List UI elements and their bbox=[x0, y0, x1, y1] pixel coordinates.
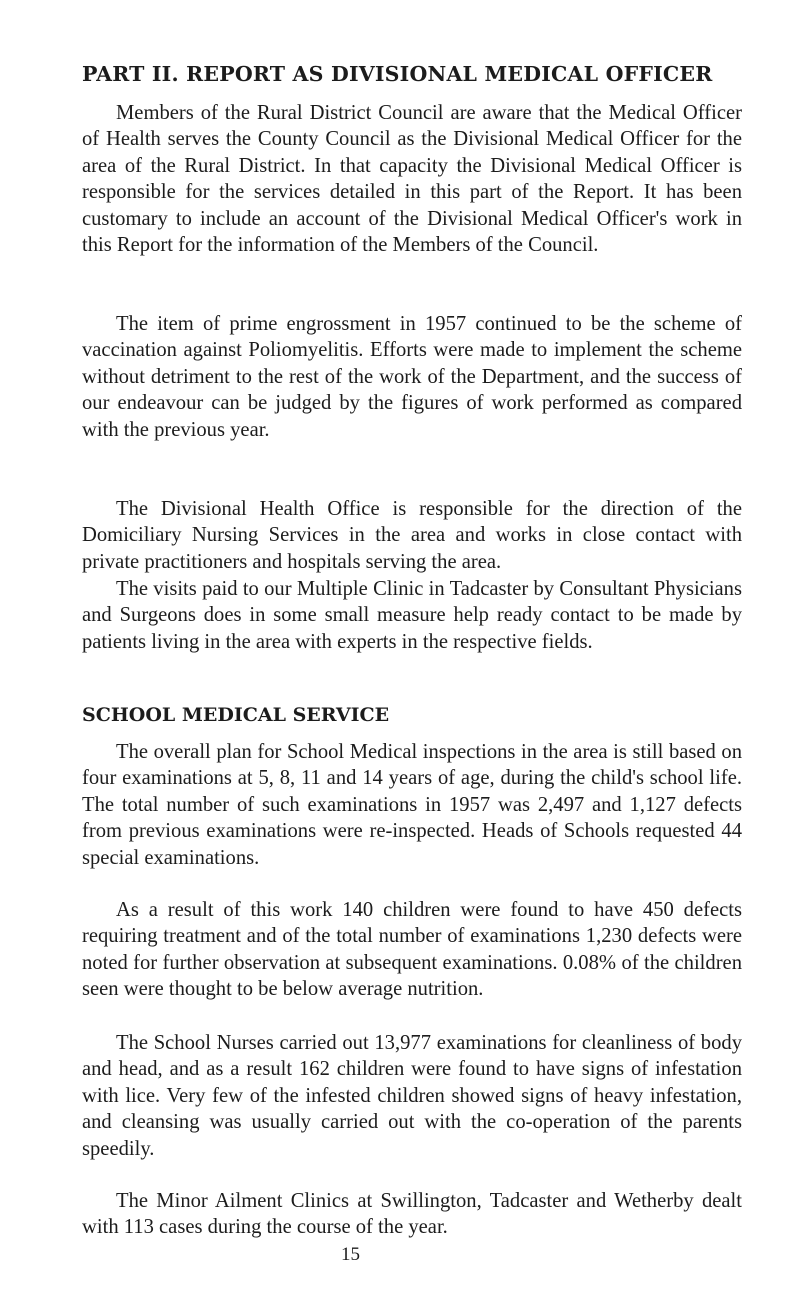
page-number: 15 bbox=[341, 1244, 360, 1265]
section-heading-school-medical: SCHOOL MEDICAL SERVICE bbox=[82, 704, 390, 726]
paragraph-inspections-plan: The overall plan for School Medical inspections in the area is still based on four examinations at 5, 8, 11 and 14 years of age, during the child's school life. The total number of such examinations in 1957 was 2,497 and 1,127 defects from previous examinations were re-inspected. Heads of Schools requested 44 special examinations. bbox=[82, 741, 742, 869]
paragraph-poliomyelitis: The item of prime engrossment in 1957 continued to be the scheme of vaccination against Poliomyelitis. Efforts were made to implement the scheme without detriment to the rest of the work of the Department, and the success of our endeavour can be judged by the figures of work performed as compared with the previous year. bbox=[82, 313, 742, 441]
paragraph-minor-ailment-clinics: The Minor Ailment Clinics at Swillington, Tadcaster and Wetherby dealt with 113 cases during the course of the year. bbox=[82, 1190, 742, 1239]
paragraph-multiple-clinic: The visits paid to our Multiple Clinic in Tadcaster by Consultant Physicians and Surgeons does in some small measure help ready contact to be made by patients living in the area with experts in the respective fields. bbox=[82, 578, 742, 653]
paragraph-nursing-services: The Divisional Health Office is responsible for the direction of the Domiciliary Nursing Services in the area and works in close contact with private practitioners and hospitals serving the area. bbox=[82, 498, 742, 573]
paragraph-defects-result: As a result of this work 140 children were found to have 450 defects requiring treatment and of the total number of examinations 1,230 defects were noted for further observation at subsequent examinations. 0.08% of the children seen were thought to be below average nutrition. bbox=[82, 899, 742, 1001]
paragraph-cleanliness: The School Nurses carried out 13,977 examinations for cleanliness of body and head, and as a result 162 children were found to have signs of infestation with lice. Very few of the infested children showed signs of heavy infestation, and cleansing was usually carried out with the co-operation of the parents speedily. bbox=[82, 1032, 742, 1160]
part-heading: PART II. REPORT AS DIVISIONAL MEDICAL OFFICER bbox=[82, 62, 713, 86]
paragraph-divisional-role: Members of the Rural District Council are aware that the Medical Officer of Health serves the County Council as the Divisional Medical Officer for the area of the Rural District. In that capacity the Divisional Medical Officer is responsible for the services detailed in this part of the Report. It has been customary to include an account of the Divisional Medical Officer's work in this Report for the information of the Members of the Council. bbox=[82, 102, 742, 257]
